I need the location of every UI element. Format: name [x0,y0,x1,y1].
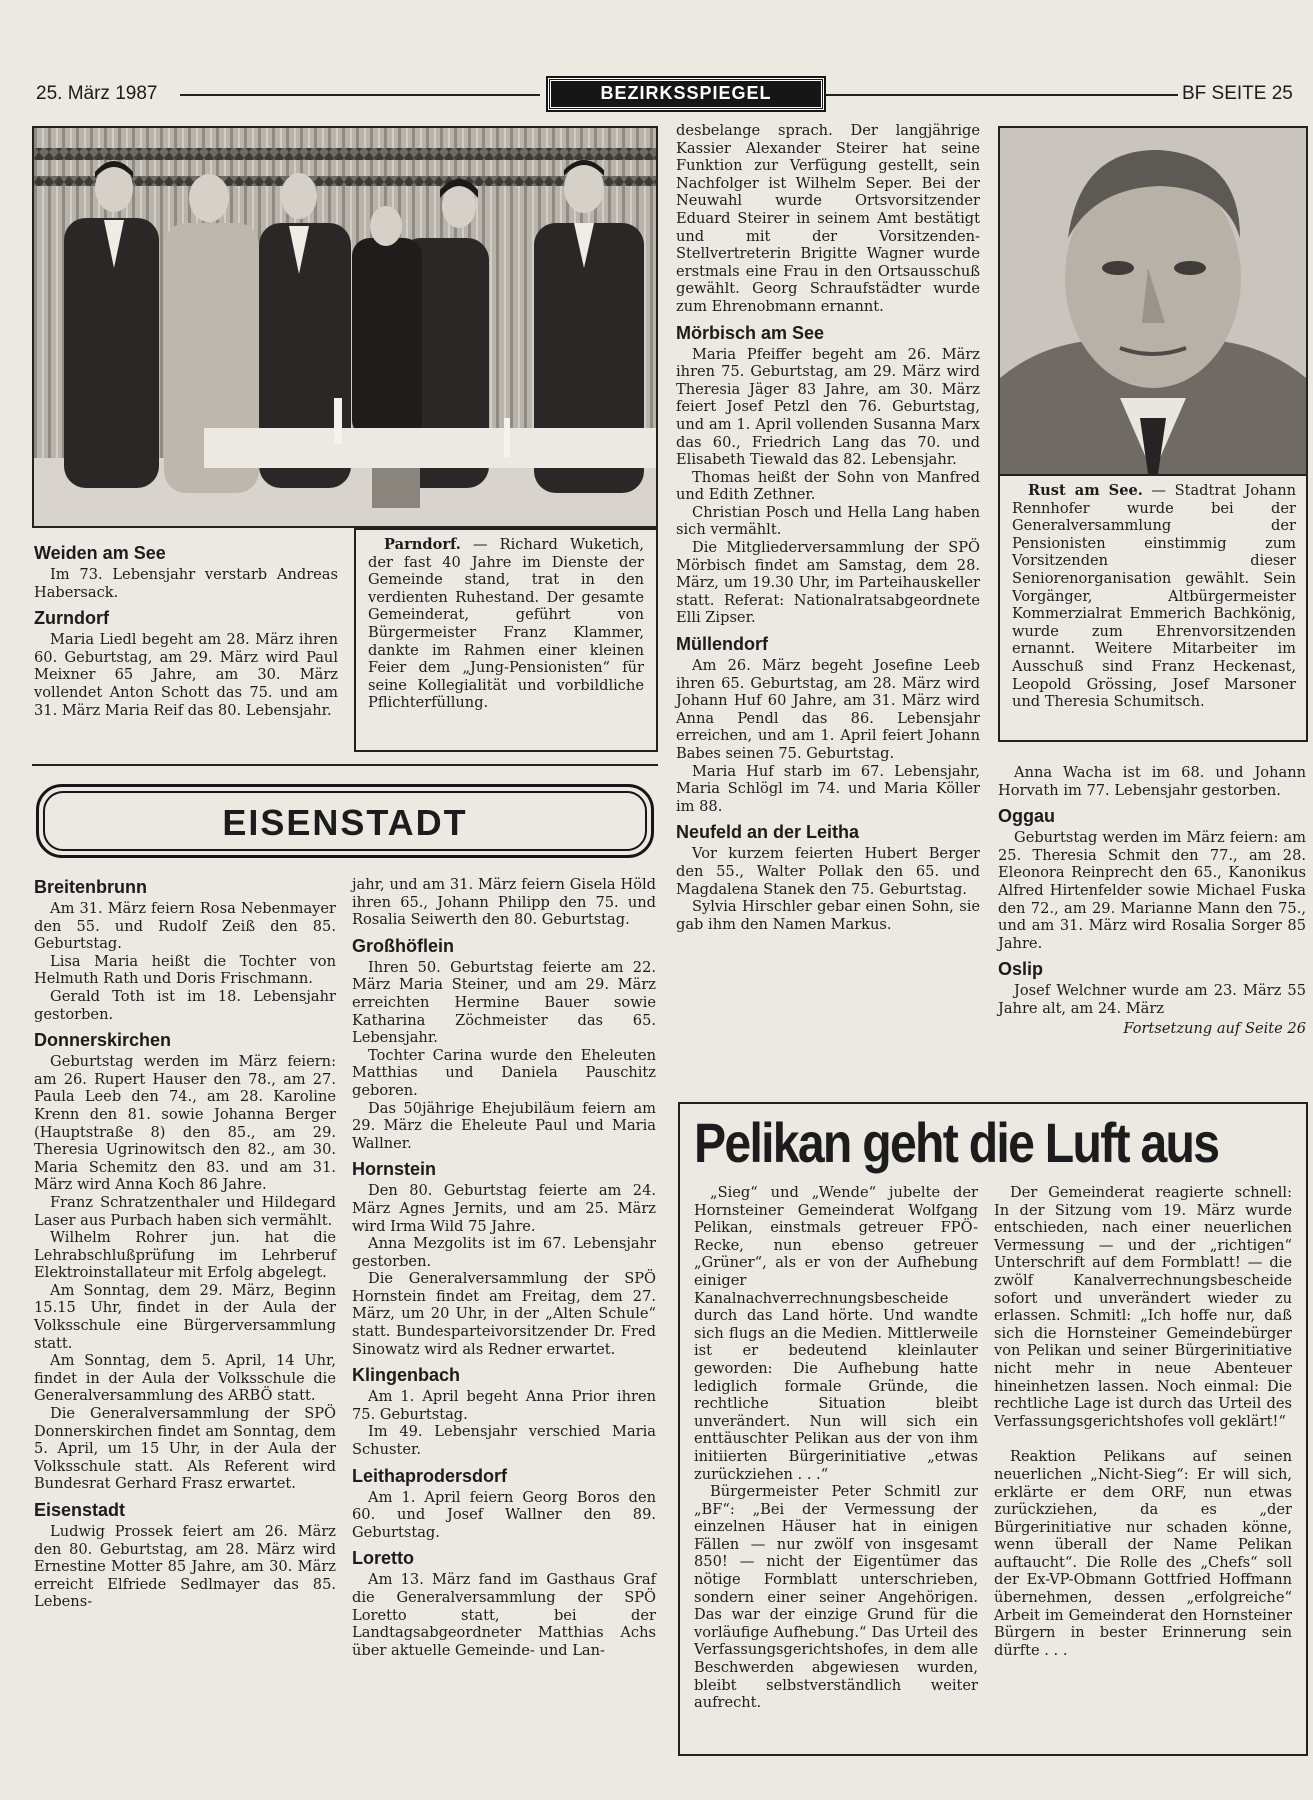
text-weiden: Im 73. Lebensjahr verstarb Andreas Habersack. [34,566,338,601]
text-paragraph: Anna Mezgolits ist im 67. Lebensjahr gestorben. [352,1235,656,1270]
heading-hornstein: Hornstein [352,1159,437,1180]
text-paragraph: Am Sonntag, dem 29. März, Beginn 15.15 Uhr, findet in der Aula der Volksschule eine Bürgerversammlung statt. [34,1281,336,1352]
text-paragraph: Christian Posch und Hella Lang haben sich vermählt. [676,503,980,539]
portrait-image [1000,128,1306,474]
text-paragraph: Am Sonntag, dem 5. April, 14 Uhr, findet in der Aula der Volksschule die Generalversammlung des ARBÖ statt. [34,1352,336,1405]
heading-weiden-am-see: Weiden am See [34,543,166,563]
text-paragraph: Ludwig Prossek feiert am 26. März den 80. Geburtstag, am 28. März wird Ernestine Motter 85 Jahre, am 30. März erreicht Elfriede Sedlmayer das 85. Lebens- [34,1523,336,1611]
text-paragraph: Anna Wacha ist im 68. und Johann Horvath im 77. Lebensjahr gestorben. [998,764,1306,799]
text-paragraph: Am 26. März begeht Josefine Leeb ihren 65. Geburtstag, am 28. März wird Johann Huf 60 Jahre, am 31. März wird Anna Pendl das 86. Lebensjahr erreichen, und am 1. April feiert Johann Babes seinen 75. Geburtstag. [676,657,980,762]
continued-note: Fortsetzung auf Seite 26 [1123,1019,1306,1037]
text-paragraph: Vor kurzem feierten Hubert Berger den 55., Walter Pollak den 65. und Magdalena Stanek den 75. Geburtstag. [676,845,980,898]
text-paragraph: Der Gemeinderat reagierte schnell: In der Sitzung vom 19. März wurde entschieden, nach einer neuerlichen Vermessung — und der „richtigen“ Unterschrift auf dem Formblatt! — die zwölf Kanalverrechnungsbescheide sofort und unverändert wieder zu erlassen. Schmitl: „Ich hoffe nur, daß sich die Hornsteiner Gemeindebürger von Pelikan und seiner Bürgerinitiative nicht mehr in neue Abenteuer hineinhetzen lassen. Noch einmal: Die rechtliche Lage ist durch das Urteil des Verfassungsgerichtshofes voll geklärt!“ [994,1184,1292,1430]
text-paragraph: Gerald Toth ist im 18. Lebensjahr gestorben. [34,987,336,1023]
text-paragraph: Thomas heißt der Sohn von Manfred und Edith Zethner. [676,468,980,504]
text-paragraph: Das 50jährige Ehejubiläum feiern am 29. März die Eheleute Paul und Maria Wallner. [352,1099,656,1152]
text-paragraph: Maria Huf starb im 67. Lebensjahr, Maria Schlögl im 74. und Maria Köller im 88. [676,762,980,815]
text-paragraph: desbelange sprach. Der langjährige Kassier Alexander Steirer hat seine Funktion zur Verfügung gestellt, sein Nachfolger ist Wilhelm Seper. Bei der Neuwahl wurde Ortsvorsitzender Eduard Steirer in seinem Amt bestätigt und mit der Vorsitzenden-Stellvertreterin Brigitte Wagner wurde erstmals eine Frau in den Ortsausschuß gewählt. Georg Schraufstädter wurde zum Ehrenobmann ernannt. [676,122,980,315]
text-paragraph: Die Generalversammlung der SPÖ Donnerskirchen findet am Sonntag, dem 5. April, um 15 Uhr, in der Aula der Volksschule statt. Als Referent wird Bundesrat Gerhard Frasz erwartet. [34,1405,336,1493]
text-paragraph: Tochter Carina wurde den Eheleuten Matthias und Daniela Pauschitz geboren. [352,1046,656,1099]
rust-box [998,474,1308,742]
heading-klingenbach: Klingenbach [352,1365,461,1386]
text-paragraph: Geburtstag werden im März feiern: am 26. Rupert Hauser den 78., am 27. Paula Leeb den 74., am 28. Karoline Krenn den 81. sowie Johanna Berger (Hauptstraße 8) den 85., am 29. Theresia Ugrinowitsch den 82., am 30. Maria Schemitz den 83. und am 31. März wird Anna Koch 86 Jahre. [34,1053,336,1194]
text-paragraph: Geburtstag werden im März feiern: am 25. Theresia Schmit den 77., am 28. Eleonora Reinprecht den 65., Kanonikus Alfred Hirtenfelder sowie Michael Fuska den 72., am 29. Marianne Mann den 75., und am 31. März wird Rosalia Sorger 85 Jahre. [998,829,1306,952]
heading-zurndorf: Zurndorf [34,608,109,629]
header-page: BF SEITE 25 [1182,83,1293,104]
column-c [676,122,980,933]
column-a [34,870,336,1611]
text-zurndorf: Maria Liedl begeht am 28. März ihren 60. Geburtstag, am 29. März wird Paul Meixner 65 Jahre, am 30. März vollendet Anton Schott das 75. und am 31. März Maria Reif das 80. Lebensjahr. [34,631,338,719]
heading-moerbisch-am-see: Mörbisch am See [676,322,825,343]
heading-muellendorf: Müllendorf [676,634,768,655]
eisenstadt-banner-title: EISENSTADT [43,791,647,851]
section-rule [32,764,658,766]
column-d [998,764,1306,1037]
text-paragraph: Am 31. März feiern Rosa Nebenmayer den 55. und Rudolf Zeiß den 85. Geburtstag. [34,900,336,953]
pelikan-article-box [678,1102,1308,1756]
text-paragraph: Reaktion Pelikans auf seinen neuerlichen „Nicht-Sieg“: Er will sich, erklärte er dem ORF, nun etwas zurückziehen, da es „der Bürgerinitiative nur schaden könne, wenn überall der Name Pelikan auftaucht“. Die Rolle des „Chefs“ soll der Ex-VP-Obmann Gottfried Hoffmann übernehmen, dessen „erfolgreiche“ Arbeit im Gemeinderat den Hornsteiner Bürgern in bester Erinnerung sein dürfte . . . [994,1448,1292,1659]
text-paragraph: Maria Pfeiffer begeht am 26. März ihren 75. Geburtstag, am 29. März wird Theresia Jäger 83 Jahre, am 30. März feiert Josef Petzl den 76. Geburtstag, und am 1. April vollenden Susanna Marx das 60., Friedrich Lang das 70. und Elisabeth Tiewald das 82. Lebensjahr. [676,345,980,469]
heading-leithaprodersdorf: Leithaprodersdorf [352,1465,508,1486]
header-rule-right [826,94,1178,96]
header-section: BEZIRKSSPIEGEL [548,78,824,110]
text-paragraph: Lisa Maria heißt die Tochter von Helmuth Rath und Doris Frischmann. [34,952,336,988]
heading-loretto: Loretto [352,1548,414,1569]
header-date: 25. März 1987 [36,83,158,104]
heading-oggau: Oggau [998,806,1055,827]
header-rule-left [180,94,540,96]
text-paragraph: Im 49. Lebensjahr verschied Maria Schuster. [352,1423,656,1459]
text-paragraph: jahr, und am 31. März feiern Gisela Höld ihren 65., Johann Philipp den 75. und Rosalia Seiwerth den 80. Geburtstag. [352,876,656,929]
rust-place: Rust am See. [1028,482,1143,499]
text-paragraph: Ihren 50. Geburtstag feierte am 22. März Maria Steiner, und am 29. März erreichten Hermine Bauer sowie Katharina Zöchmeister das 65. Lebensjahr. [352,958,656,1047]
portrait-photo [998,126,1308,476]
heading-donnerskirchen: Donnerskirchen [34,1030,172,1051]
text-paragraph: Am 1. April begeht Anna Prior ihren 75. Geburtstag. [352,1388,656,1423]
text-paragraph: Den 80. Geburtstag feierte am 24. März Agnes Jernits, und am 25. März wird Irma Wild 75 Jahre. [352,1182,656,1235]
column-b [352,876,656,1659]
parndorf-text: Parndorf. — Richard Wuketich, der fast 40 Jahre im Dienste der Gemeinde stand, trat in den verdienten Ruhestand. Der gesamte Gemeinderat, geführt von Bürgermeister Franz Klammer, dankte im Rahmen einer kleinen Feier dem „Jung-Pensionisten“ für seine Kollegialität und vorbildliche Pflichterfüllung. [368,536,644,712]
pelikan-column-right [994,1184,1292,1659]
text-paragraph: Am 1. April feiern Georg Boros den 60. und Josef Wallner den 89. Geburtstag. [352,1488,656,1541]
text-paragraph: Sylvia Hirschler gebar einen Sohn, sie gab ihm den Namen Markus. [676,898,980,933]
pelikan-column-left [694,1184,978,1712]
text-paragraph: „Sieg“ und „Wende“ jubelte der Hornsteiner Gemeinderat Wolfgang Pelikan, einstmals getreuer FPÖ-Recke, nun ebenso getreuer „Grüner“, als er von der Aufhebung einiger Kanalnachverrechnungsbescheide durch das Land hörte. Und wandte sich flugs an die Medien. Mittlerweile ist er bedeutend kleinlauter geworden: Die Aufhebung hatte lediglich formale Gründe, die rechtliche Situation bleibt unverändert. Nun will sich ein enttäuschter Pelikan aus der von ihm initiierten Bürgerinitiative „etwas zurückziehen . . .“ [694,1184,978,1483]
heading-breitenbrunn: Breitenbrunn [34,877,148,897]
heading-oslip: Oslip [998,959,1044,980]
group-photo-image [34,128,656,526]
column-1-top [34,536,338,719]
heading-eisenstadt: Eisenstadt [34,1500,126,1520]
group-photo [32,126,658,528]
eisenstadt-banner [36,784,654,858]
rust-text: Rust am See. — Stadtrat Johann Rennhofer wurde bei der Generalversammlung der Pensionisten einstimmig zum Vorsitzenden dieser Seniorenorganisation gewählt. Sein Vorgänger, Altbürgermeister Kommerzialrat Emmerich Bachkönig, wurde zum Ehrenvorsitzenden ernannt. Weitere Mitarbeiter im Ausschuß sind Franz Heckenast, Leopold Grössing, Josef Marsoner und Theresia Schumitsch. [1012,482,1296,711]
heading-neufeld-an-der-leitha: Neufeld an der Leitha [676,822,860,843]
text-paragraph: Am 13. März fand im Gasthaus Graf die Generalversammlung der SPÖ Loretto statt, bei der Landtagsabgeordneter Matthias Achs über aktuelle Gemeinde- und Lan- [352,1571,656,1659]
text-paragraph: Die Generalversammlung der SPÖ Hornstein findet am Freitag, dem 27. März, um 20 Uhr, in der „Alten Schule“ statt. Bundesparteivorsitzender Dr. Fred Sinowatz wird als Redner erwartet. [352,1270,656,1358]
heading-grosshoeflein: Großhöflein [352,935,454,956]
parndorf-place: Parndorf. [384,536,461,553]
text-paragraph: Bürgermeister Peter Schmitl zur „BF“: „Bei der Vermessung der einzelnen Häuser hat in einigen Fällen — nur zwölf von insgesamt 850! — nicht der Eigentümer das nötige Formblatt unterschrieben, sondern einer seiner Angehörigen. Das war der einzige Grund für die vorläufige Aufhebung.“ Das Urteil des Verfassungsgerichtshofes, in dem alle Beschwerden abgewiesen wurden, bleibt selbstverständlich weiter aufrecht. [694,1483,978,1712]
text-paragraph: Josef Welchner wurde am 23. März 55 Jahre alt, am 24. März [998,982,1306,1017]
text-paragraph: Wilhelm Rohrer jun. hat die Lehrabschlußprüfung im Lehrberuf Elektroinstallateur mit Erfolg abgelegt. [34,1229,336,1282]
text-paragraph: Franz Schratzenthaler und Hildegard Laser aus Purbach haben sich vermählt. [34,1193,336,1229]
parndorf-box [354,528,658,752]
text-paragraph: Die Mitgliederversammlung der SPÖ Mörbisch findet am Samstag, dem 28. März, um 19.30 Uhr, im Parteihauskeller statt. Referat: Nationalratsabgeordnete Elli Zipser. [676,539,980,627]
pelikan-headline: Pelikan geht die Luft aus [694,1111,1219,1174]
